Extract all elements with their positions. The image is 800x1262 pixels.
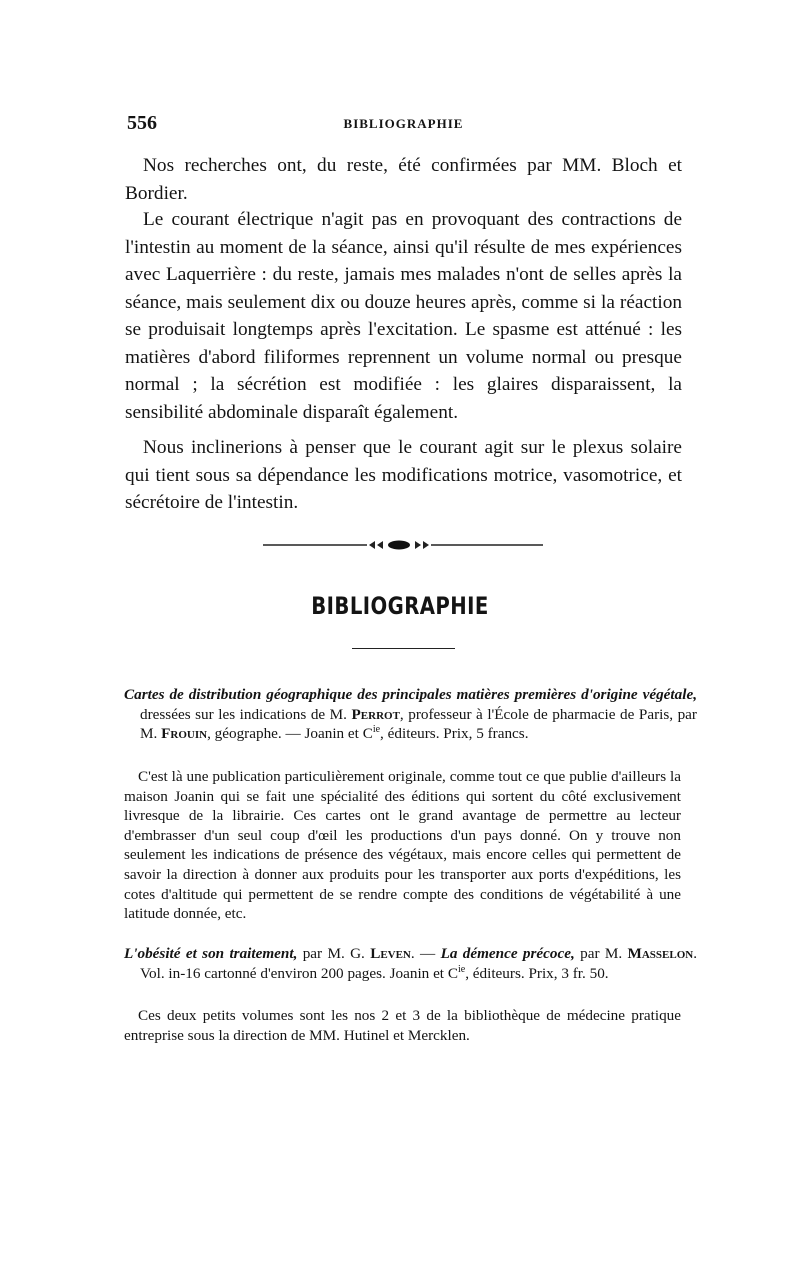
paragraph-confirmation: Nos recherches ont, du reste, été confirmées par MM. Bloch et Bordier. [125, 155, 682, 204]
author-name: Leven [370, 945, 411, 962]
section-title: BIBLIOGRAPHIE [311, 592, 489, 620]
entry-title: La démence précoce, [440, 945, 575, 962]
page-number: 556 [127, 112, 157, 134]
author-name: Perrot [351, 705, 400, 723]
title-rule [352, 648, 455, 649]
running-head: BIBLIOGRAPHIE [343, 116, 464, 131]
bibliography-entry-maps: Cartes de distribution géographique des principales matières premières d'origine végétale, dressées sur les indications de M. Perrot, professeur à l'École de pharmacie de Paris, par M. Frouin, géographe. — Joanin et $C^{ie}$, éditeurs. Prix, 5 francs. [124, 686, 697, 743]
bibliography-entry-obesity: L'obésité et son traitement, par M. G. Leven. — La démence précoce, par M. Masselon. Vol. in-16 cartonné d'environ 200 pages. Joanin et $C^{ie}$, éditeurs. Prix, 3 fr. 50. [124, 945, 698, 982]
paragraph-electric-current: Le courant électrique n'agit pas en provoquant des contractions de l'intestin au moment de la séance, ainsi qu'il résulte de mes expériences avec Laquerrière : du reste, jamais mes malades n'ont de selles après la séance, mais seulement dix ou douze heures après, comme si la réaction se produisait longtemps après l'excitation. Le spasme est atténué : les matières d'abord filiformes reprennent un volume normal ou presque normal ; la sécrétion est modifiée : les glaires disparaissent, la sensibilité abdominale disparaît également. [125, 209, 682, 423]
review-maps: C'est là une publication particulièrement originale, comme tout ce que publie d'ailleurs la maison Joanin qui se fait une spécialité des éditions qui sortent du côté exclusivement livresque de la librairie. Ces cartes ont le grand avantage de permettre au lecteur d'embrasser d'un seul coup d'œil les productions d'un pays donné. On y trouve non seulement les indications de présence des végétaux, mais encore celles qui permettent de savoir la direction à donner aux produits pour les transporter aux ports d'expéditions, les cotes d'altitude qui permettent de se rendre compte des conditions de végétabilité à une latitude donnée, etc. [124, 768, 681, 923]
entry-title: L'obésité et son traitement, [124, 945, 298, 962]
paragraph-conclusion: Nous inclinerions à penser que le courant agit sur le plexus solaire qui tient sous sa dépendance les modifications motrice, vasomotrice, et sécrétoire de l'intestin. [125, 437, 682, 513]
author-name: Masselon [627, 945, 694, 962]
ornament-divider [263, 538, 543, 552]
page-header [127, 112, 680, 134]
entry-title: Cartes de distribution géographique des principales matières premières d'origine végétale, [124, 686, 697, 703]
review-volumes: Ces deux petits volumes sont les nos 2 et 3 de la bibliothèque de médecine pratique entreprise sous la direction de MM. Hutinel et Mercklen. [124, 1007, 681, 1044]
author-name: Frouin [161, 725, 208, 743]
